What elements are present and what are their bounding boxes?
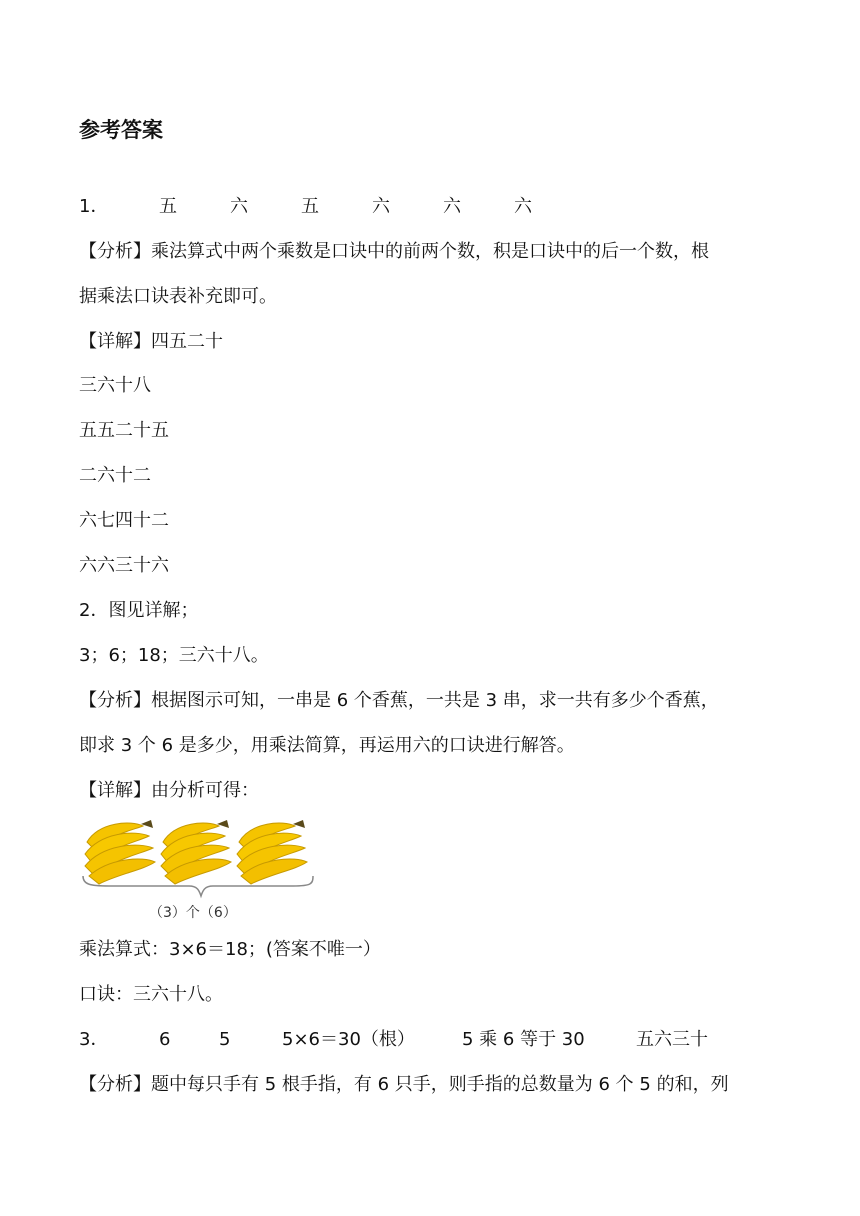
- q3-answer-4: 5 乘 6 等于 30: [462, 1029, 585, 1050]
- q3-number: 3．: [79, 1029, 109, 1050]
- q3-analysis-line-1: 【分析】题中每只手有 5 根手指，有 6 只手，则手指的总数量为 6 个 5 的和，列: [79, 1074, 729, 1095]
- q2-number-line: 2．图见详解；: [79, 600, 199, 621]
- figure-close-paren: ）: [222, 905, 237, 921]
- q2-analysis-line-2: 即求 3 个 6 是多少，用乘法简算，再运用六的口诀进行解答。: [79, 735, 575, 756]
- q2-detail: 【详解】由分析可得：: [79, 780, 259, 801]
- banana-figure: [79, 818, 319, 920]
- q1-detail-line: 六七四十二: [79, 510, 169, 531]
- q1-number: 1．: [79, 196, 109, 217]
- figure-mid: ）个（: [171, 905, 214, 921]
- q1-answer-5: 六: [443, 196, 461, 217]
- q1-answer-6: 六: [514, 196, 532, 217]
- q1-answer-1: 五: [159, 196, 177, 217]
- q1-detail-line: 三六十八: [79, 375, 151, 396]
- q3-answer-row: [79, 1028, 779, 1052]
- q3-answer-5: 五六三十: [636, 1029, 708, 1050]
- q3-answer-3: 5×6＝30（根）: [282, 1029, 415, 1050]
- q1-detail-line: 六六三十六: [79, 555, 169, 576]
- q1-detail-line: 五五二十五: [79, 420, 169, 441]
- q1-answer-3: 五: [301, 196, 319, 217]
- figure-open-paren: （: [149, 905, 163, 921]
- q2-rhyme: 口诀：三六十八。: [79, 984, 223, 1005]
- q3-answer-2: 5: [219, 1029, 231, 1050]
- q1-answer-4: 六: [372, 196, 390, 217]
- q3-answer-1: 6: [159, 1029, 171, 1050]
- q1-answer-row: [79, 195, 532, 219]
- q1-detail: 【详解】四五二十: [79, 331, 223, 352]
- q2-answer-line: 3；6；18；三六十八。: [79, 645, 269, 666]
- q1-detail-line: 二六十二: [79, 465, 151, 486]
- q1-answer-2: 六: [230, 196, 248, 217]
- page-title: 参考答案: [79, 118, 163, 142]
- q2-analysis-line-1: 【分析】根据图示可知，一串是 6 个香蕉，一共是 3 串，求一共有多少个香蕉，: [79, 690, 719, 711]
- q2-formula: 乘法算式：3×6＝18；(答案不唯一）: [79, 939, 381, 960]
- bananas-per-bunch: 6: [213, 905, 223, 921]
- figure-caption: [149, 902, 237, 922]
- q1-analysis-line-1: 【分析】乘法算式中两个乘数是口诀中的前两个数，积是口诀中的后一个数，根: [79, 241, 709, 262]
- bunch-count: 3: [163, 905, 172, 921]
- q1-analysis-line-2: 据乘法口诀表补充即可。: [79, 286, 277, 307]
